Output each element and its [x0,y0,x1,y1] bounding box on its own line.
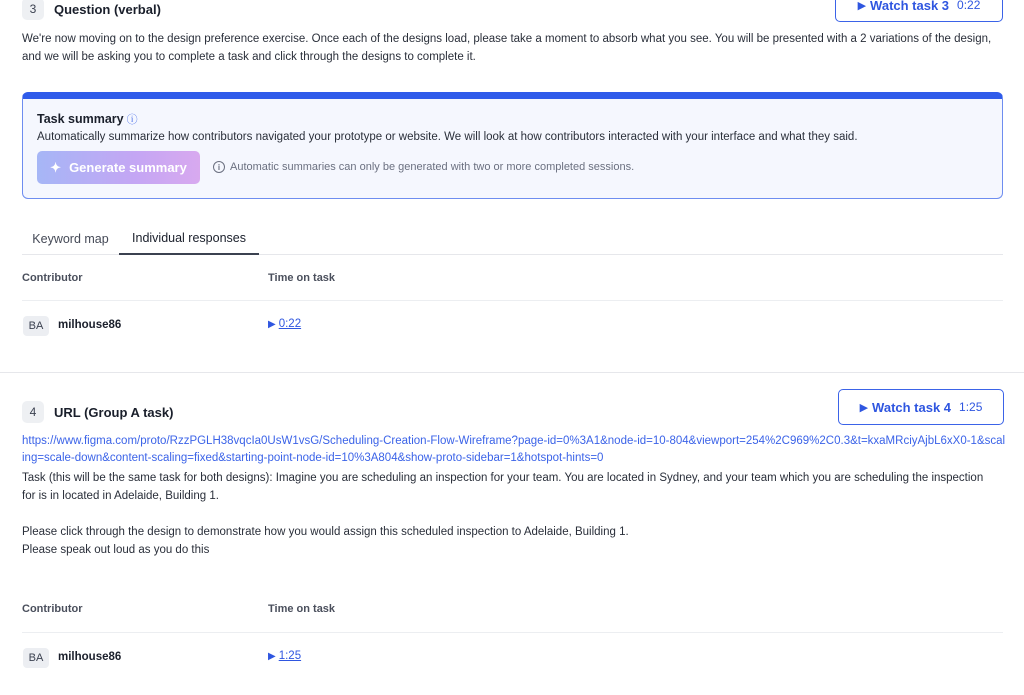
generate-summary-label: Generate summary [69,160,187,175]
time-column-header: Time on task [268,603,336,615]
play-icon: ▶ [268,650,276,662]
task-summary-heading [37,111,138,127]
time-on-task-value: 0:22 [278,318,302,330]
summary-note-text: Automatic summaries can only be generated with two or more completed sessions. [230,161,635,173]
contributor-column-header: Contributor [22,603,83,615]
question-description: We're now moving on to the design preference exercise. Once each of the designs load, please take a moment to absorb what you see. You will be presented with a 2 variations of the design, and we will be asking you to complete a task and click through the designs to complete it. [22,33,992,63]
question-number: 3 [22,0,44,20]
table-divider [22,632,1003,633]
task-instructions: Task (this will be the same task for both designs): Imagine you are scheduling an inspection for your team. You are located in Sydney, and your team which you are scheduling the inspection for is in located in Adelaide, Building 1. [22,472,984,502]
task-summary-description: Automatically summarize how contributors navigated your prototype or website. We will look at how contributors interacted with your interface and what they said. [37,131,858,143]
question-title: URL (Group A task) [54,404,174,420]
time-on-task-value: 1:25 [278,650,302,662]
question-title: Question (verbal) [54,1,161,17]
sparkle-icon: ✦ [50,159,62,175]
task-instructions-speak: Please speak out loud as you do this [22,544,210,556]
watch-task-4-button[interactable] [838,389,1004,425]
table-divider [22,300,1003,301]
time-column-header: Time on task [268,272,336,284]
watch-task-3-button[interactable] [835,0,1003,22]
question-4-section [0,372,1024,695]
info-icon[interactable]: ⓘ [126,114,138,126]
tab-individual-responses[interactable]: Individual responses [119,222,259,255]
task-summary-title: Task summary [37,112,124,126]
question-header [22,0,161,20]
task-instructions-assign: Please click through the design to demonstrate how you would assign this scheduled inspection to Adelaide, Building 1. [22,526,629,538]
play-icon: ▶ [857,0,867,12]
watch-task-label: Watch task 4 [872,399,952,415]
watch-task-time: 0:22 [957,0,981,12]
task-summary-card [22,92,1003,199]
time-on-task-link[interactable] [268,318,301,330]
info-circle-icon: i [213,161,225,173]
contributor-name: milhouse86 [58,319,122,331]
summary-note [213,161,634,173]
time-on-task-link[interactable] [268,650,301,662]
play-icon: ▶ [268,318,276,330]
contributor-name: milhouse86 [58,651,122,663]
watch-task-label: Watch task 3 [870,0,950,13]
tab-keyword-map[interactable]: Keyword map [32,231,109,246]
generate-summary-button[interactable] [37,151,200,184]
question-number: 4 [22,401,44,423]
watch-task-time: 1:25 [959,400,983,414]
avatar: BA [23,316,49,336]
contributor-column-header: Contributor [22,272,83,284]
response-tabs [22,222,1003,255]
prototype-url-link[interactable]: https://www.figma.com/proto/RzzPGLH38vqcIa0UsW1vsG/Scheduling-Creation-Flow-Wireframe?page-id=0%3A1&node-id=10-804&viewport=254%2C969%2C0.3&t=kxaMRciyAjbL6xX0-1&scaling=scale-down&content-scaling=fixed&starting-point-node-id=10%3A804&show-proto-sidebar=1&hotspot-hints=0 [22,435,1006,464]
play-icon: ▶ [859,401,869,414]
avatar: BA [23,648,49,668]
question-header [22,401,173,423]
